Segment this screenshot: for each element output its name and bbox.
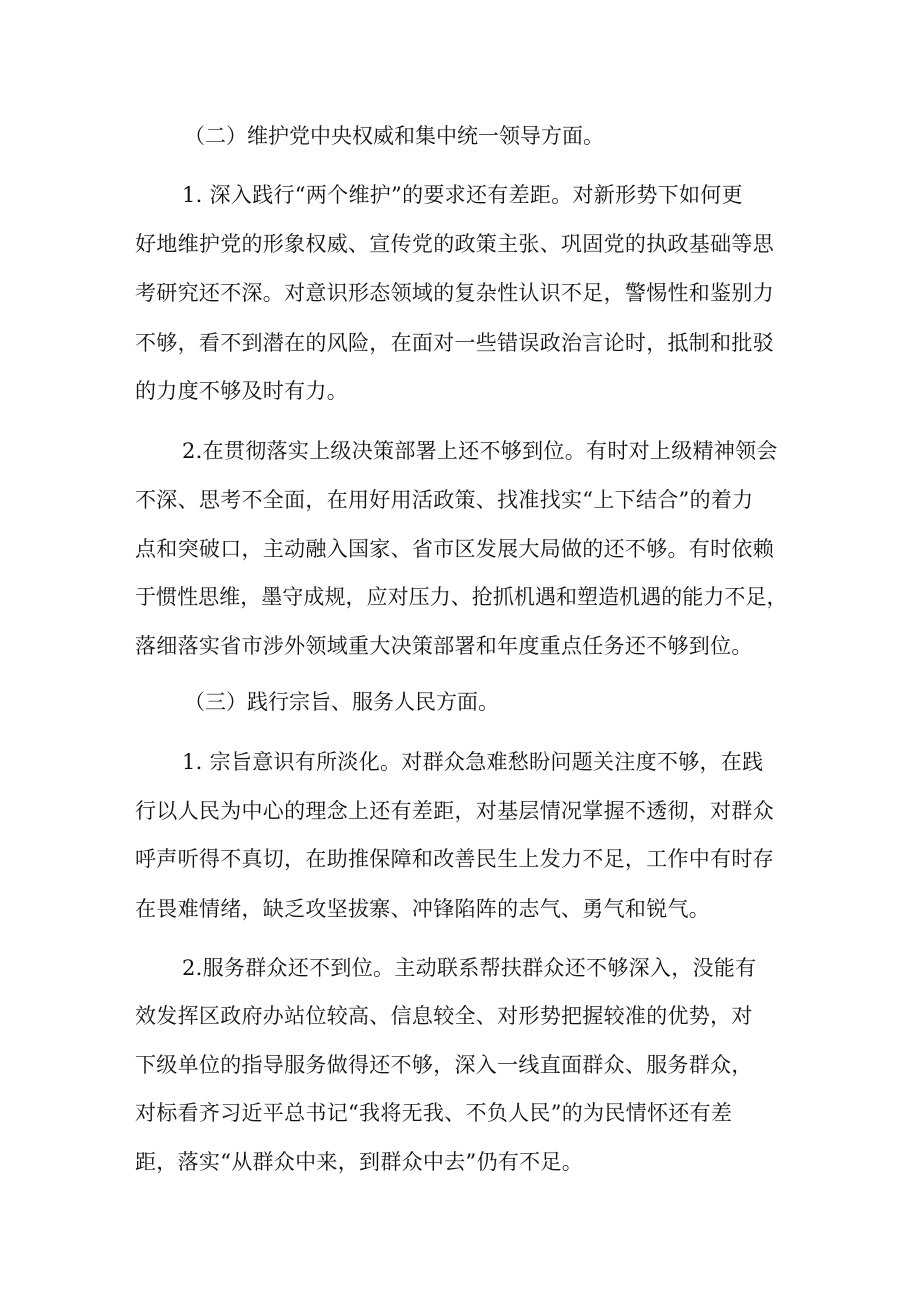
paragraph-line: 不够，看不到潜在的风险，在面对一些错误政治言论时，抵制和批驳 [135, 331, 774, 355]
section-heading-2: （二）维护党中央权威和集中统一领导方面。 [184, 124, 604, 148]
paragraph-line: 的力度不够及时有力。 [135, 379, 348, 403]
paragraph-line: 2.服务群众还不到位。主动联系帮扶群众还不够深入，没能有 [182, 956, 757, 980]
paragraph-line: 于惯性思维，墨守成规，应对压力、抢抓机遇和塑造机遇的能力不足， [135, 585, 788, 609]
paragraph-line: 1. 深入践行“两个维护”的要求还有差距。对新形势下如何更 [182, 183, 743, 207]
paragraph-line: 呼声听得不真切，在助推保障和改善民生上发力不足，工作中有时存 [135, 847, 774, 871]
paragraph-line: 好地维护党的形象权威、宣传党的政策主张、巩固党的执政基础等思 [135, 232, 774, 256]
paragraph-line: 行以人民为中心的理念上还有差距，对基层情况掌握不透彻，对群众 [135, 799, 774, 823]
paragraph-line: 不深、思考不全面，在用好用活政策、找准找实“上下结合”的着力 [135, 488, 754, 512]
section-heading-3: （三）践行宗旨、服务人民方面。 [184, 690, 499, 714]
paragraph-line: 距，落实“从群众中来，到群众中去”仍有不足。 [135, 1150, 584, 1174]
paragraph-line: 下级单位的指导服务做得还不够，深入一线直面群众、服务群众， [135, 1053, 753, 1077]
paragraph-line: 在畏难情绪，缺乏攻坚拔寨、冲锋陷阵的志气、勇气和锐气。 [135, 897, 711, 921]
paragraph-line: 效发挥区政府办站位较高、信息较全、对形势把握较准的优势，对 [135, 1004, 753, 1028]
paragraph-line: 考研究还不深。对意识形态领域的复杂性认识不足，警惕性和鉴别力 [135, 281, 774, 305]
paragraph-line: 对标看齐习近平总书记“我将无我、不负人民”的为民情怀还有差 [135, 1101, 733, 1125]
paragraph-line: 点和突破口，主动融入国家、省市区发展大局做的还不够。有时依赖 [135, 537, 774, 561]
paragraph-line: 1. 宗旨意识有所淡化。对群众急难愁盼问题关注度不够，在践 [182, 750, 764, 774]
paragraph-line: 落细落实省市涉外领域重大决策部署和年度重点任务还不够到位。 [135, 634, 753, 658]
paragraph-line: 2.在贯彻落实上级决策部署上还不够到位。有时对上级精神领会 [182, 439, 778, 463]
